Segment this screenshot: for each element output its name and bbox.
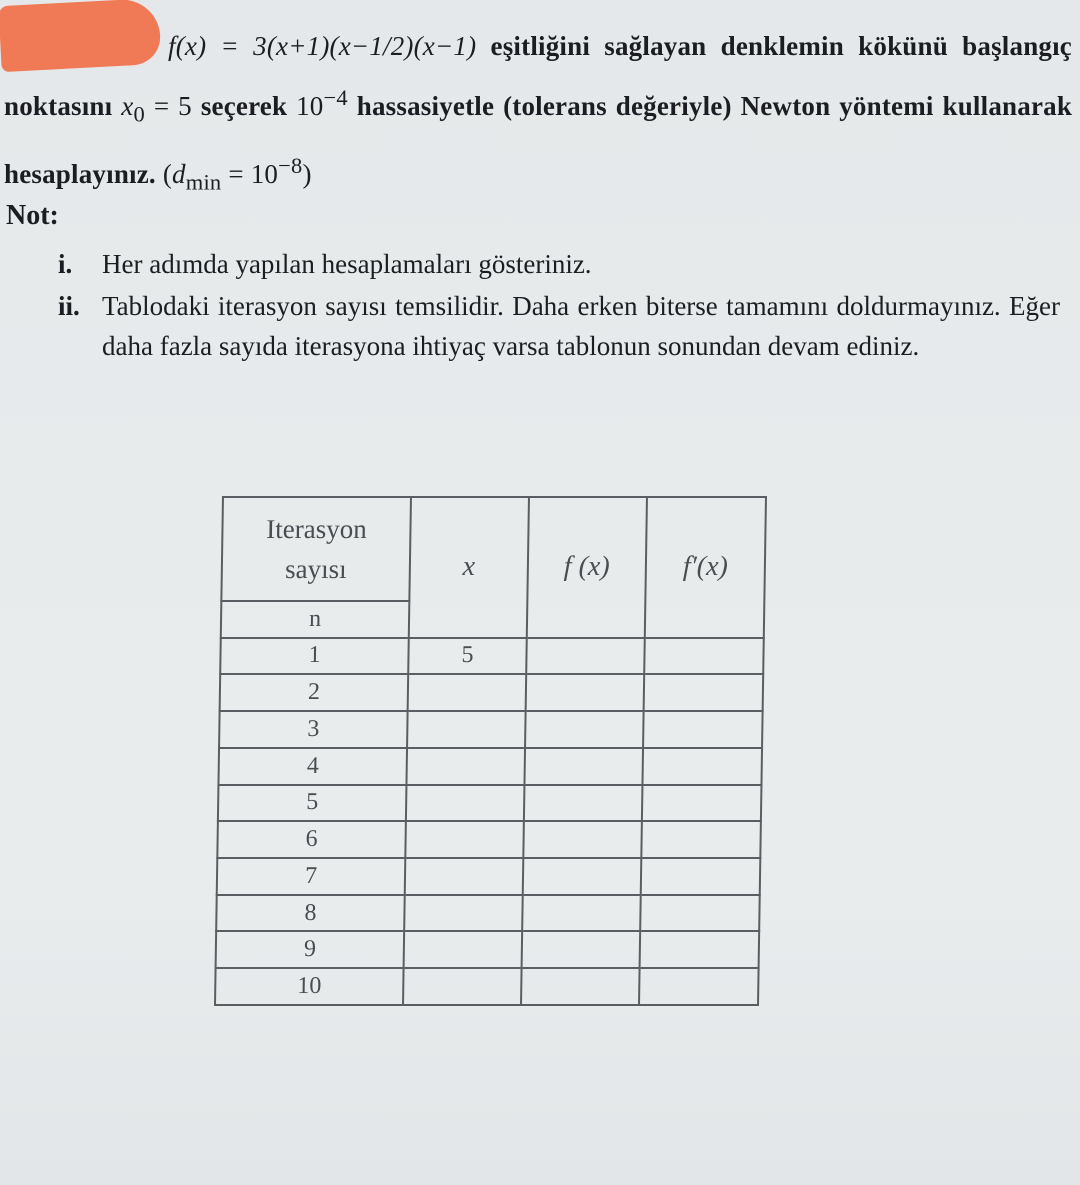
row-fprime[interactable] [642, 748, 762, 785]
header-iteration-count [221, 497, 411, 601]
header-fx: f (x) [527, 497, 647, 638]
row-f[interactable] [525, 711, 644, 748]
table-row [215, 968, 759, 1005]
note-item-2 [58, 286, 1060, 366]
row-f[interactable] [526, 638, 645, 675]
table-row [218, 748, 762, 785]
function-formula: f(x) = 3(x+1)(x−1/2)(x−1) [168, 31, 477, 61]
table-row [220, 638, 764, 675]
row-n: 3 [219, 711, 408, 748]
row-n: 8 [216, 895, 405, 932]
problem-text-1: eşitliğini sağlayan denklemin kökünü başlangıç noktasını [4, 31, 1072, 121]
row-x[interactable] [407, 748, 525, 785]
header-iteration-line-1: Iterasyon [266, 513, 367, 544]
header-fprime: f′(x) [645, 497, 766, 638]
row-n: 2 [220, 674, 409, 711]
row-n: 5 [218, 785, 407, 822]
row-fprime[interactable] [641, 821, 761, 858]
row-x[interactable] [404, 931, 522, 968]
note-text-1: Her adımda yapılan hesaplamaları gösteriniz. [102, 249, 592, 279]
row-fprime[interactable] [644, 674, 764, 711]
row-f[interactable] [521, 931, 640, 968]
problem-statement [4, 20, 1072, 209]
row-x[interactable] [407, 711, 525, 748]
iteration-table [214, 496, 767, 1006]
note-text-2: Tablodaki iterasyon sayısı temsilidir. Daha erken biterse tamamını doldurmayınız. Eğer daha fazla sayıda iterasyona ihtiyaç varsa tablonun sonundan devam ediniz. [102, 291, 1060, 361]
header-iteration-line-2: sayısı [284, 553, 347, 584]
row-fprime[interactable] [642, 785, 762, 822]
row-x[interactable] [403, 968, 521, 1005]
row-f[interactable] [524, 785, 643, 822]
table-row [216, 895, 760, 932]
row-f[interactable] [523, 821, 642, 858]
table-row [218, 785, 762, 822]
row-n: 6 [217, 821, 406, 858]
row-x[interactable] [408, 674, 526, 711]
note-marker-1: i. [58, 249, 73, 279]
row-fprime[interactable] [639, 931, 759, 968]
row-x[interactable] [406, 785, 524, 822]
row-n: 7 [217, 858, 406, 895]
row-n: 9 [216, 931, 405, 968]
table-header-row [221, 497, 766, 601]
row-n: 4 [218, 748, 407, 785]
row-f[interactable] [523, 858, 642, 895]
row-f[interactable] [522, 895, 641, 932]
row-fprime[interactable] [643, 711, 763, 748]
row-fprime[interactable] [640, 895, 760, 932]
table-row [219, 711, 763, 748]
header-x: x [409, 497, 529, 638]
note-marker-2: ii. [58, 291, 80, 321]
row-x[interactable]: 5 [408, 638, 526, 675]
dmin-value: $(d_{min} = 10^{-8})$ [162, 153, 312, 195]
problem-text-2: seçerek [200, 91, 288, 121]
header-n: n [221, 601, 410, 638]
iteration-table-wrapper [214, 496, 767, 1006]
table-row [220, 674, 764, 711]
row-fprime[interactable] [641, 858, 761, 895]
row-x[interactable] [405, 858, 523, 895]
row-fprime[interactable] [639, 968, 759, 1005]
note-heading: Not: [6, 200, 59, 231]
row-n: 10 [215, 968, 404, 1005]
row-x[interactable] [405, 821, 523, 858]
row-f[interactable] [525, 674, 644, 711]
row-fprime[interactable] [644, 638, 764, 675]
note-item-1 [58, 244, 1060, 284]
row-x[interactable] [404, 895, 522, 932]
table-row [217, 821, 761, 858]
row-f[interactable] [521, 968, 640, 1005]
row-f[interactable] [524, 748, 643, 785]
table-row [216, 931, 760, 968]
table-row [217, 858, 761, 895]
row-n: 1 [220, 638, 409, 675]
initial-point: $x_0 = 5$ [121, 91, 192, 127]
problem-text-3: hassasiyetle (tolerans değeriyle) Newton yöntemi kullanarak hesaplayınız. [4, 91, 1073, 190]
tolerance-value: $10^{-4}$ [296, 85, 348, 121]
